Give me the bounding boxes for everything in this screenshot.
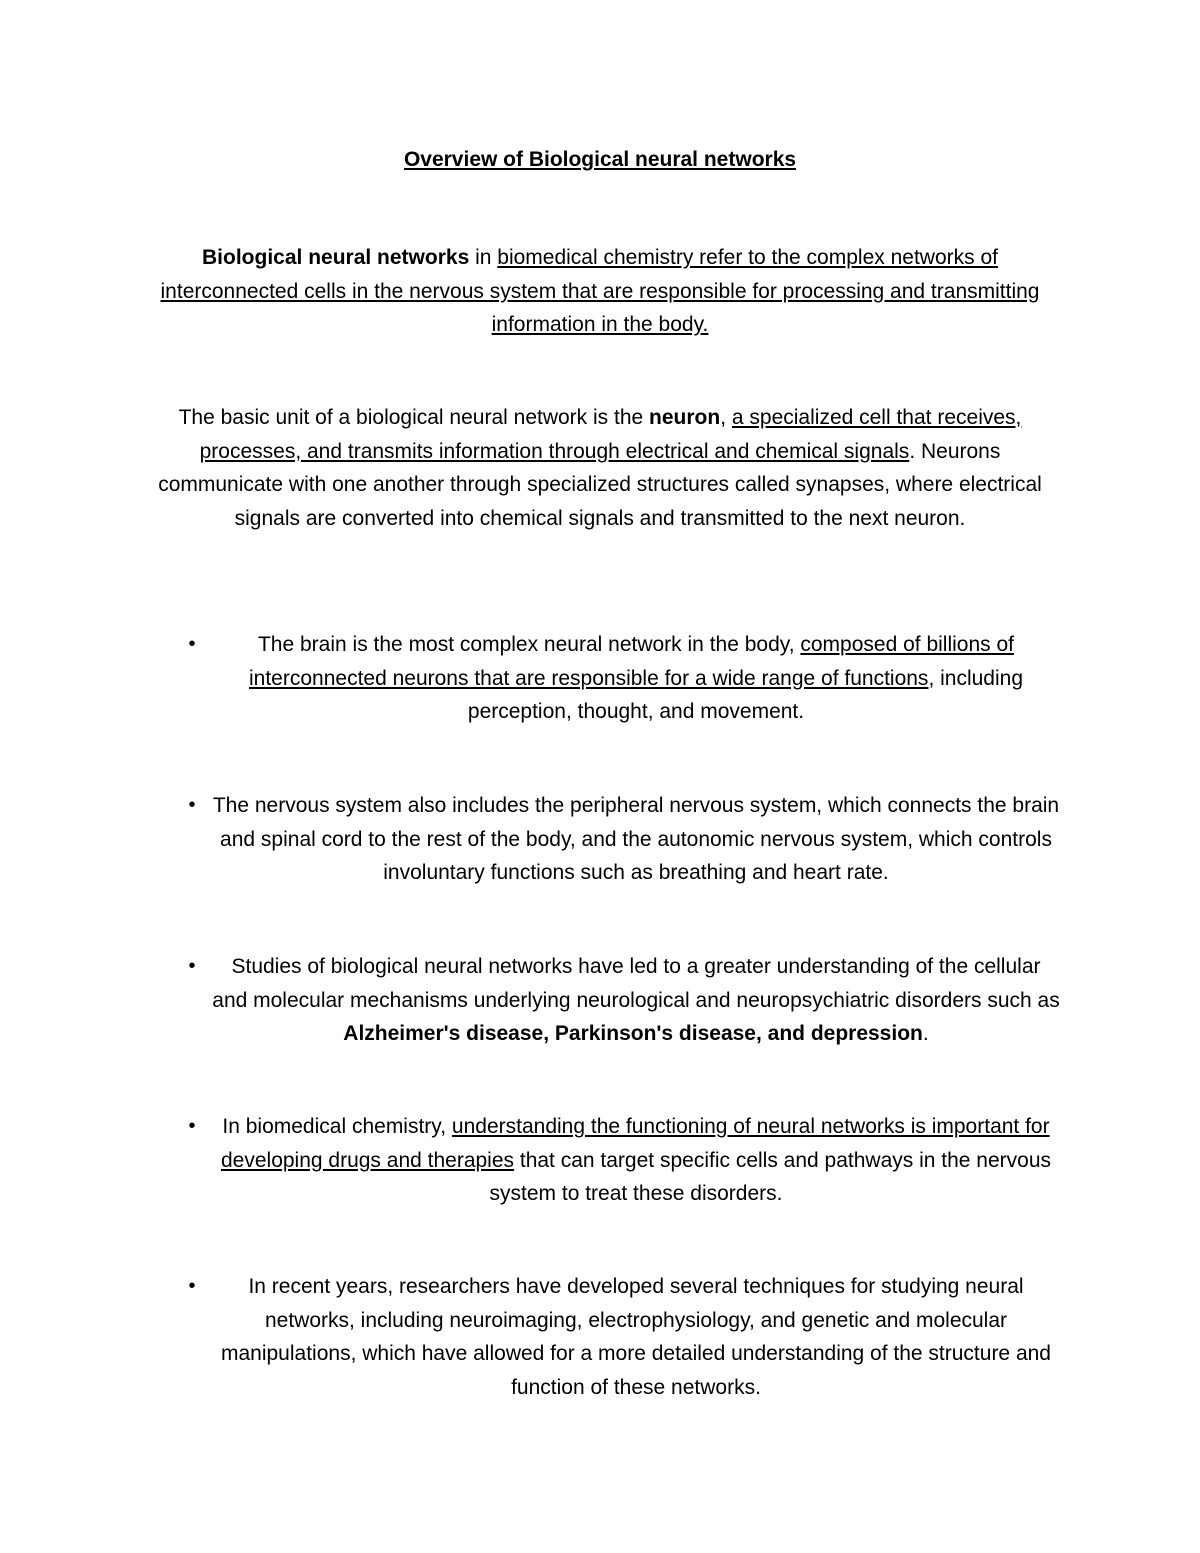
neuron-paragraph [145,401,1055,535]
document-title: Overview of Biological neural networks [403,148,797,171]
bullet-icon: • [188,1115,196,1137]
bullet-text [212,628,1060,729]
intro-paragraph [145,241,1055,342]
bullet-text: The nervous system also includes the peripheral nervous system, which connects the brain and spinal cord to the rest of the body, and the autonomic nervous system, which controls involuntary functions such as breathing and heart rate. [212,794,1060,884]
bullet-text [212,950,1060,1051]
bullet-text-post: that can target specific cells and pathways in the nervous system to treat these disorders. [489,1148,1051,1205]
bullet-icon: • [188,633,196,655]
bullet-text-post: . [922,1022,929,1045]
bullet-text [212,1110,1060,1211]
neuron-part2: . Neurons communicate with one another through specialized structures called synapses, where electrical signals are converted into chemical signals and transmitted to the next neuron. [158,439,1042,530]
bullet-text-pre: In biomedical chemistry, [222,1115,452,1138]
bullet-text-pre: The brain is the most complex neural network in the body, [257,633,801,656]
bullet-text-underlined: understanding the functioning of neural networks is important for developing drugs and therapies [220,1115,1050,1172]
bullet-text: In recent years, researchers have developed several techniques for studying neural networks, including neuroimaging, electrophysiology, and genetic and molecular manipulations, which have allowed for a more detailed understanding of the structure and function of these networks. [220,1275,1051,1399]
neuron-bold-term: neuron [649,406,721,429]
neuron-part1: The basic unit of a biological neural network is the [178,406,650,429]
bullet-text-bold: Alzheimer's disease, Parkinson's disease, and depression [343,1022,923,1045]
bullet-text-pre: Studies of biological neural networks have led to a greater understanding of the cellular and molecular mechanisms underlying neurological and neuropsychiatric disorders such as [212,955,1060,1012]
intro-lead-bold: Biological neural networks [202,246,470,269]
bullet-text-underlined: composed of billions of interconnected neurons that are responsible for a wide range of functions [249,633,1014,690]
bullet-icon: • [188,1275,196,1297]
bullet-text-post: , including perception, thought, and movement. [467,666,1023,723]
neuron-comma: , [720,406,732,429]
neuron-underlined: a specialized cell that receives, processes, and transmits information through electrical and chemical signals [199,406,1022,463]
intro-lead-rest: in [469,246,498,269]
intro-underlined: biomedical chemistry refer to the complex networks of interconnected cells in the nervous system that are responsible for processing and transmitting information in the body. [160,246,1040,336]
bullet-icon: • [188,955,196,977]
bullet-icon: • [188,794,196,816]
